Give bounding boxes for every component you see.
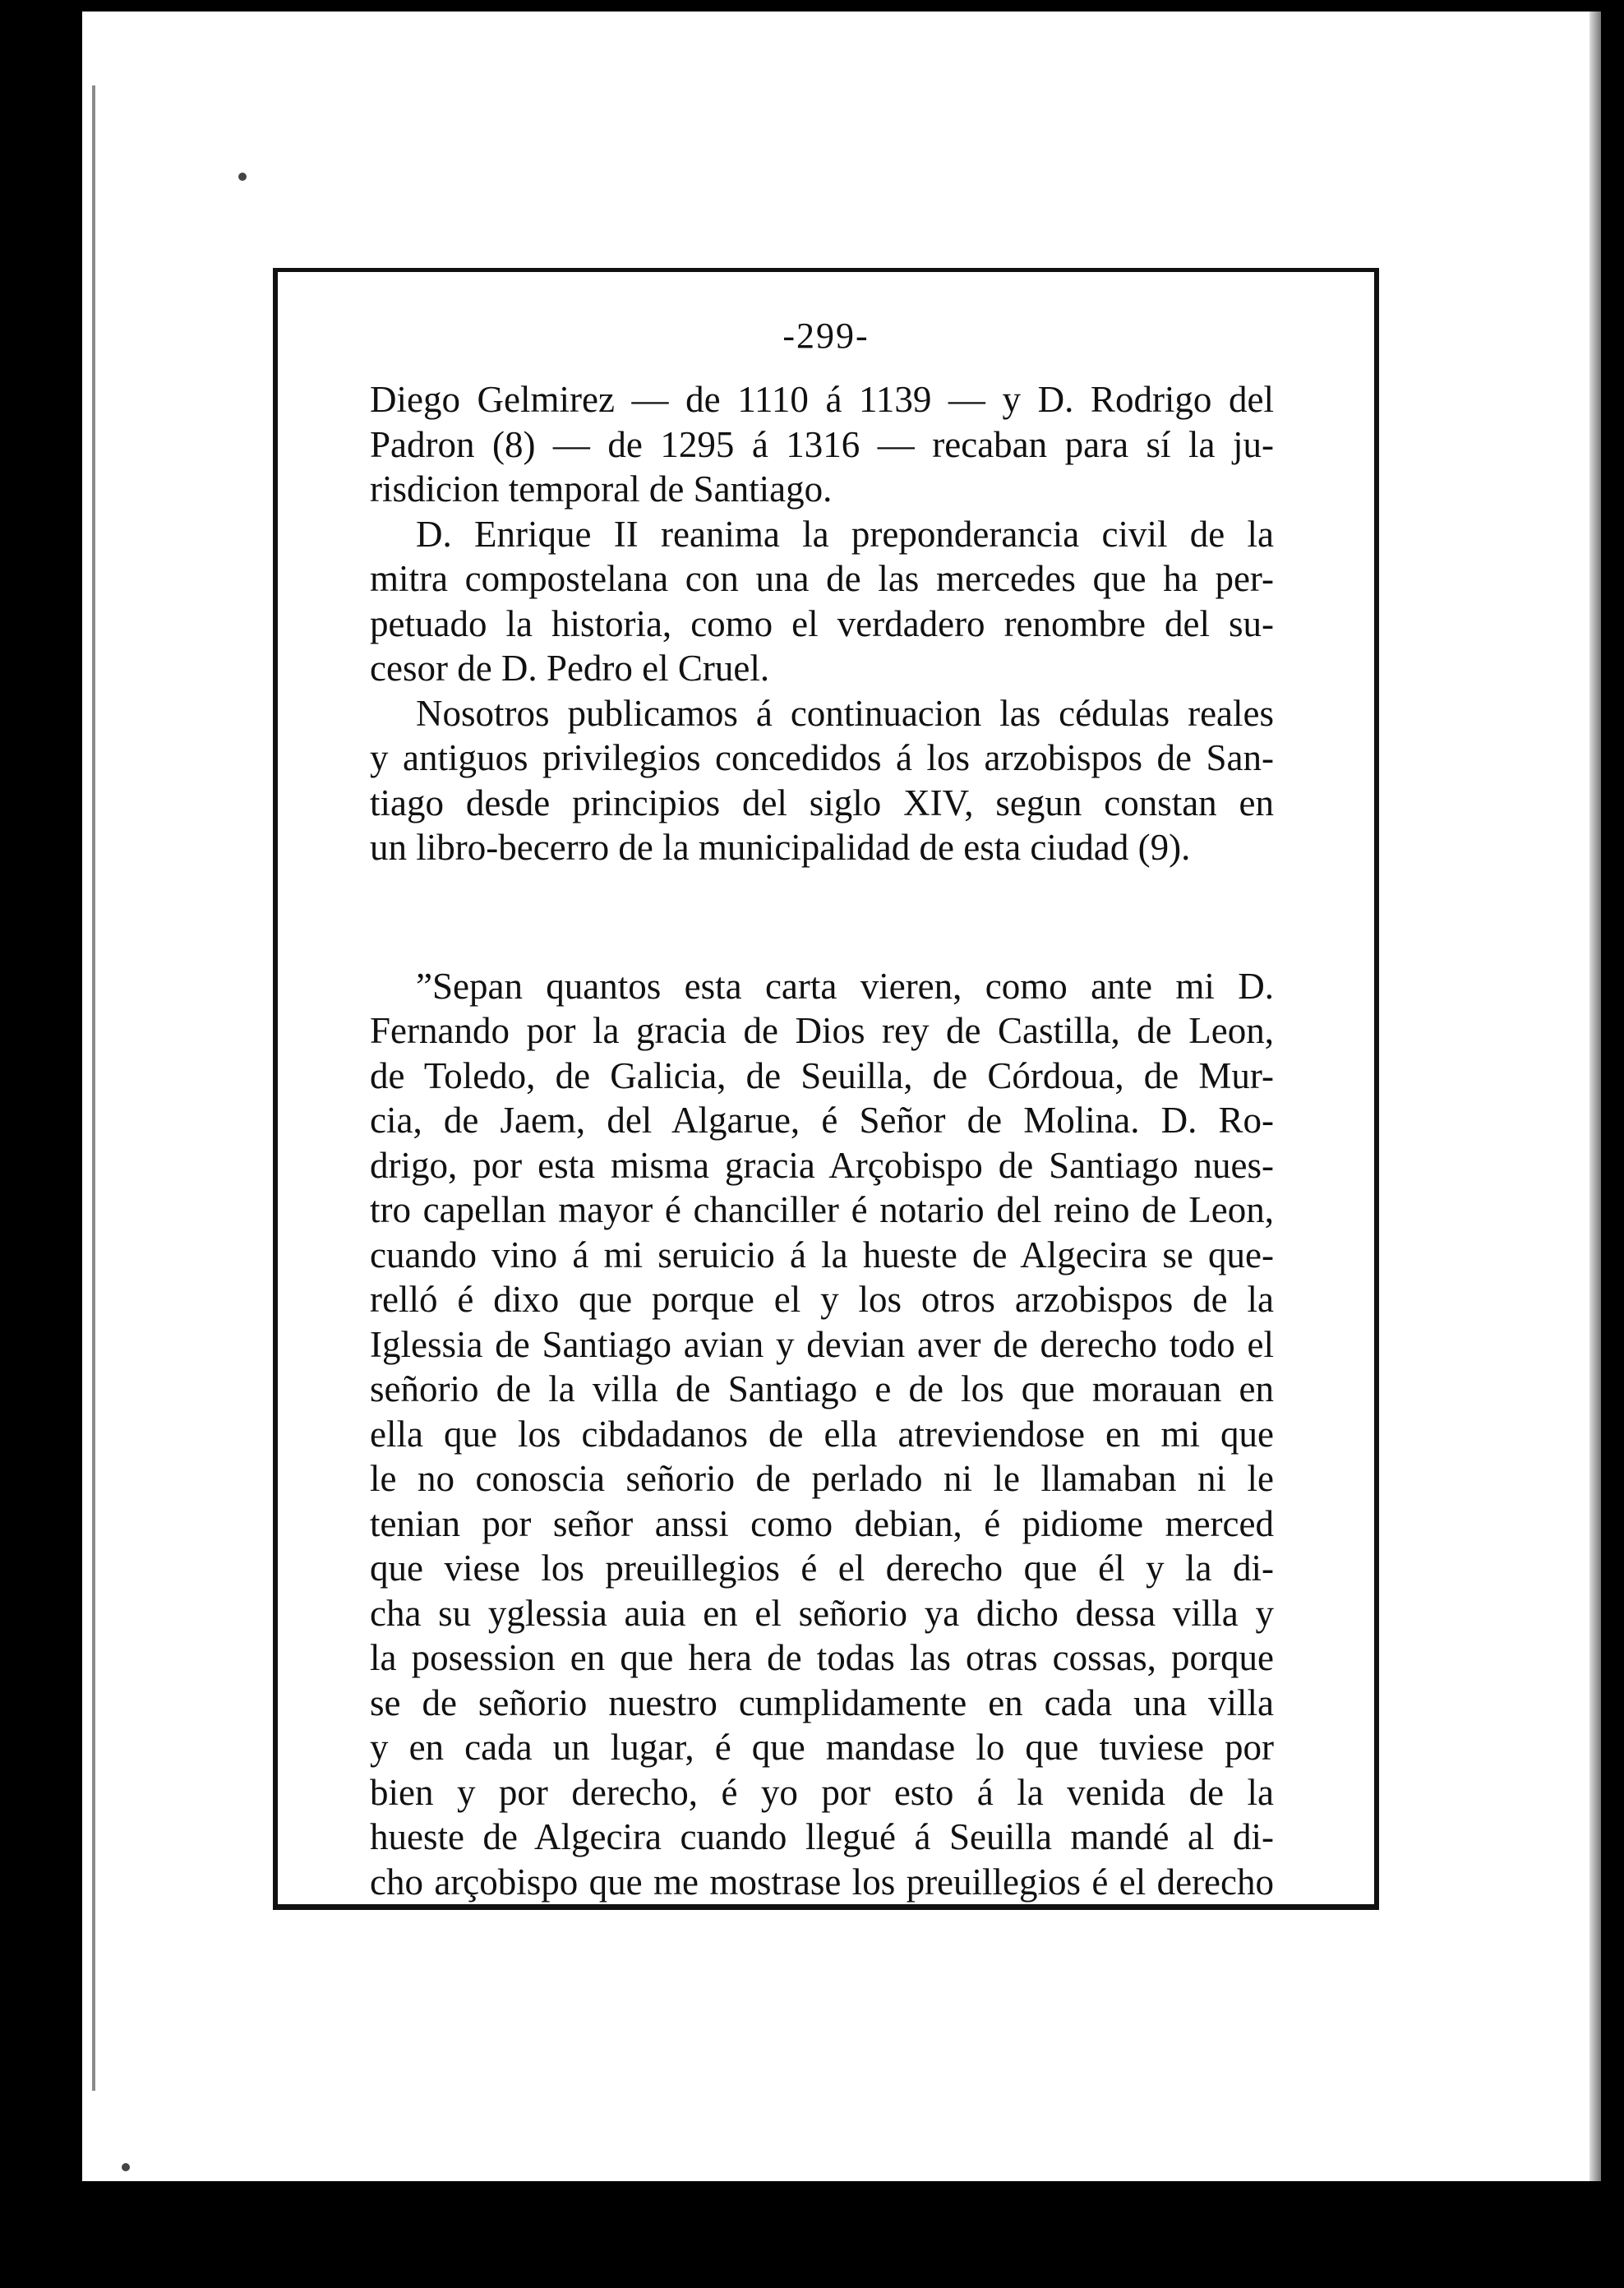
text-line: risdicion temporal de Santiago. [370,468,833,510]
paragraph-gap [370,870,1274,964]
text-line: bien y por derecho, é yo por esto á la venida de la [370,1771,1274,1813]
text-line: drigo, por esta misma gracia Arçobispo de Santiago nues- [370,1144,1274,1186]
text-line: mitra compostelana con una de las mercedes que ha per- [370,558,1274,599]
text-line: cuando vino á mi seruicio á la hueste de Algecira se que- [370,1234,1274,1275]
book-page [82,12,1601,2181]
text-line: de Toledo, de Galicia, de Seuilla, de Córdoua, de Mur- [370,1054,1274,1096]
ink-speck [238,173,247,181]
text-line: señorio de la villa de Santiago e de los que morauan en [370,1368,1274,1409]
text-line: cia, de Jaem, del Algarue, é Señor de Molina. D. Ro- [370,1100,1274,1141]
text-line: cho arçobispo que me mostrase los preuillegios é el derecho [370,1861,1274,1903]
text-line: cha su yglessia auia en el señorio ya dicho dessa villa y [370,1592,1274,1634]
text-line: Padron (8) — de 1295 á 1316 — recaban para sí la ju- [370,423,1274,465]
text-frame [273,268,1379,1910]
binding-gutter [92,85,95,2091]
text-line: D. Enrique II reanima la preponderancia civil de la [416,513,1274,555]
text-line: Nosotros publicamos á continuacion las cédulas reales [416,692,1274,734]
text-line: un libro-becerro de la municipalidad de esta ciudad (9). [370,827,1191,868]
text-line: se de señorio nuestro cumplidamente en cada una villa [370,1681,1274,1723]
body-text [370,377,1274,1904]
text-line: ella que los cibdadanos de ella atreviendose en mi que [370,1413,1274,1455]
text-line: la posession en que hera de todas las otras cossas, porque [370,1637,1274,1678]
text-line: Fernando por la gracia de Dios rey de Castilla, de Leon, [370,1010,1274,1051]
ink-speck [122,2163,130,2171]
text-line: que viese los preuillegios é el derecho que él y la di- [370,1548,1274,1589]
text-line: Diego Gelmirez — de 1110 á 1139 — y D. Rodrigo del [370,379,1274,420]
text-line: hueste de Algecira cuando llegué á Seuilla mandé al di- [370,1816,1274,1857]
text-line: y antiguos privilegios concedidos á los arzobispos de San- [370,737,1274,778]
text-line: tro capellan mayor é chanciller é notario del reino de Leon, [370,1189,1274,1230]
text-line: petuado la historia, como el verdadero renombre del su- [370,602,1274,644]
text-line: le no conoscia señorio de perlado ni le llamaban ni le [370,1458,1274,1499]
text-line: ”Sepan quantos esta carta vieren, como ante mi D. [416,965,1274,1007]
page-edge-shadow [1589,12,1601,2181]
text-line: cesor de D. Pedro el Cruel. [370,648,770,689]
text-line: relló é dixo que porque el y los otros arzobispos de la [370,1279,1274,1320]
text-line: Iglessia de Santiago avian y devian aver de derecho todo el [370,1323,1274,1365]
text-line: y en cada un lugar, é que mandase lo que tuviese por [370,1727,1274,1768]
text-line: tenian por señor anssi como debian, é pidiome merced [370,1502,1274,1544]
text-line: tiago desde principios del siglo XIV, segun constan en [370,782,1274,823]
page-number: -299- [782,316,870,356]
